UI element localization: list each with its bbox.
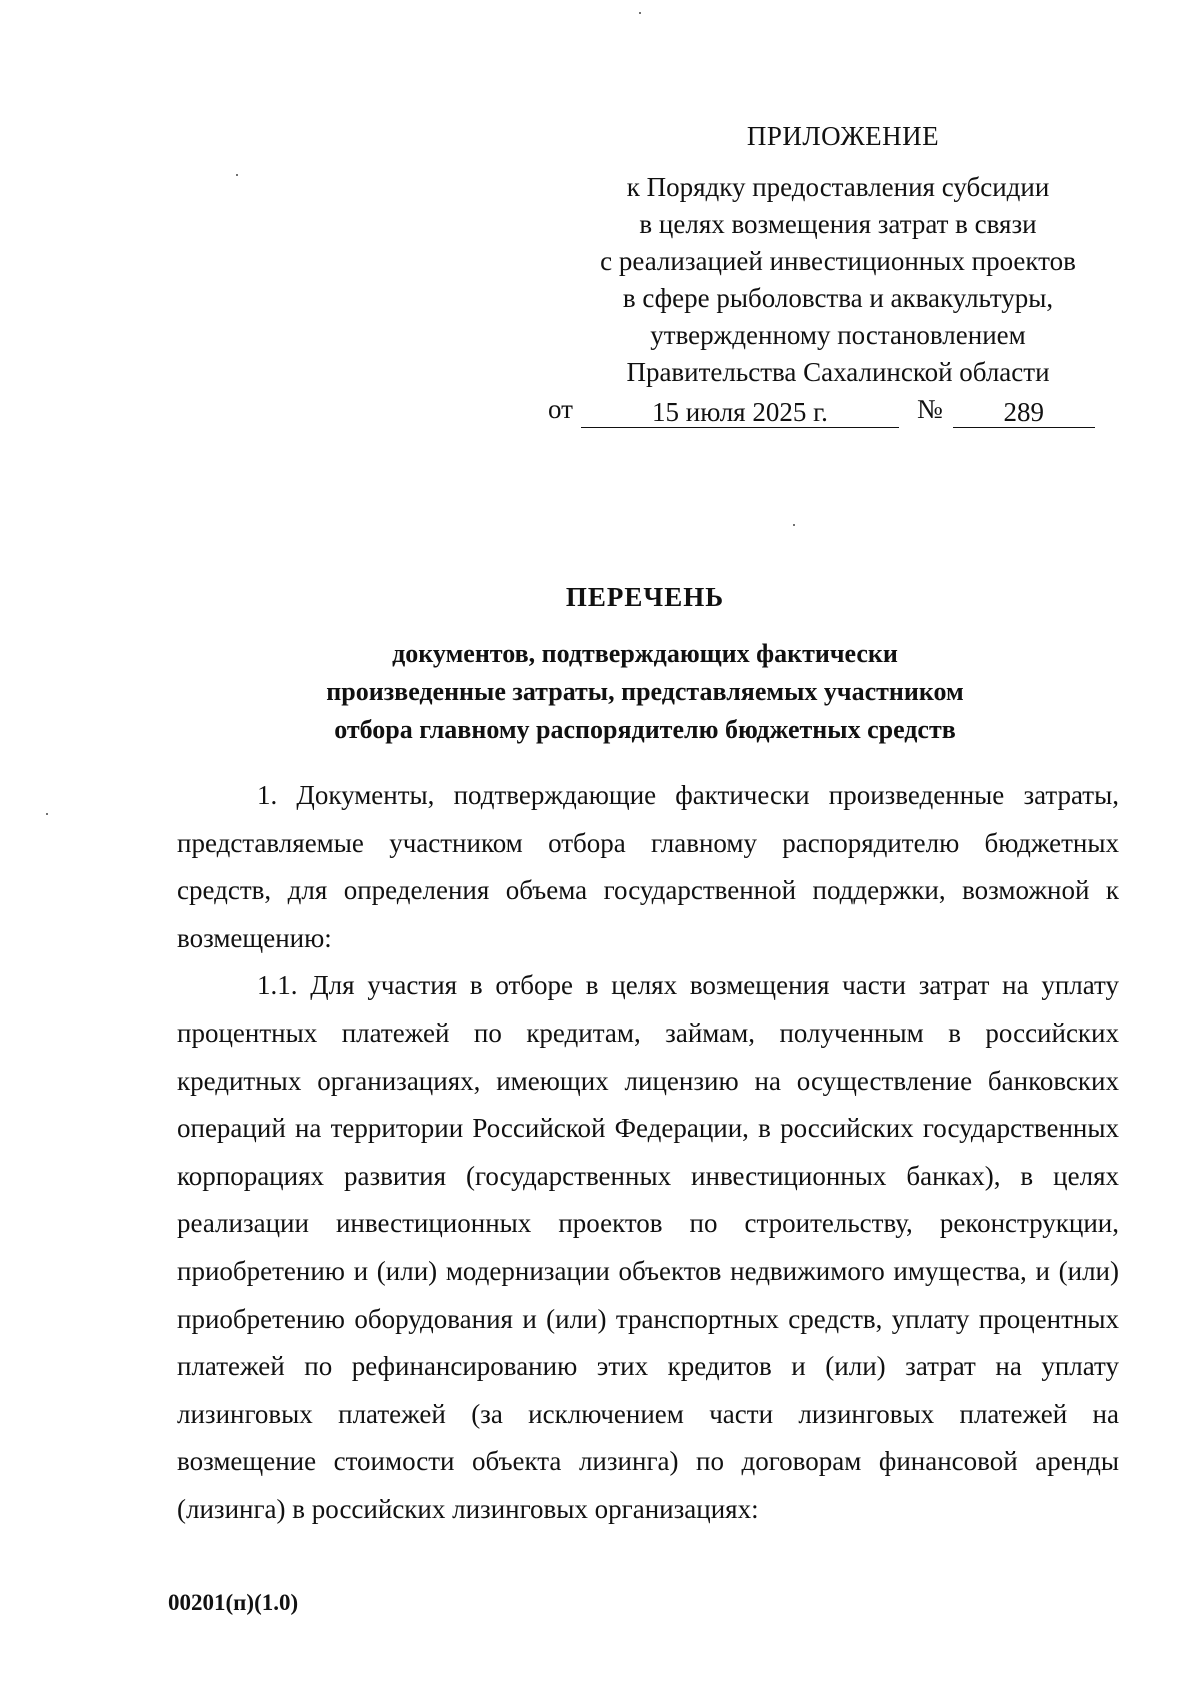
appendix-line: с реализацией инвестиционных проектов xyxy=(600,246,1076,276)
appendix-line: Правительства Сахалинской области xyxy=(626,357,1050,387)
scan-speck xyxy=(793,524,795,526)
appendix-title: ПРИЛОЖЕНИЕ xyxy=(746,121,940,151)
document-body xyxy=(177,772,1119,1534)
subtitle-line: произведенные затраты, представляемых участником xyxy=(326,677,964,706)
appendix-line: в целях возмещения затрат в связи xyxy=(639,209,1037,239)
subtitle-line: отбора главному распорядителю бюджетных средств xyxy=(334,715,956,744)
paragraph: 1.1. Для участия в отборе в целях возмещения части затрат на уплату процентных платежей по кредитам, займам, полученным в российских кредитных организациях, имеющих лицензию на осуществление банковских операций на территории Российской Федерации, в российских государственных корпорациях развития (государственных инвестиционных банках), в целях реализации инвестиционных проектов по строительству, реконструкции, приобретению и (или) модернизации объектов недвижимого имущества, и (или) приобретению оборудования и (или) транспортных средств, уплату процентных платежей по рефинансированию этих кредитов и (или) затрат на уплату лизинговых платежей (за исключением части лизинговых платежей на возмещение стоимости объекта лизинга) по договорам финансовой аренды (лизинга) в российских лизинговых организациях: xyxy=(177,970,1119,1524)
page-title: ПЕРЕЧЕНЬ xyxy=(565,582,725,612)
scan-speck xyxy=(236,174,238,176)
scan-speck xyxy=(639,12,641,14)
number-prefix: № xyxy=(916,394,943,424)
document-heading xyxy=(170,582,1120,749)
resolution-number: 289 xyxy=(953,397,1095,428)
resolution-date-number xyxy=(548,391,1108,428)
scan-speck xyxy=(46,813,48,815)
appendix-header xyxy=(548,118,1108,428)
appendix-description xyxy=(548,169,1108,391)
appendix-line: в сфере рыболовства и аквакультуры, xyxy=(622,283,1054,313)
paragraph: 1. Документы, подтверждающие фактически произведенные затраты, представляемые участником отбора главному распорядителю бюджетных средств, для определения объема государственной поддержки, возможной к возмещению: xyxy=(177,780,1119,953)
resolution-date: 15 июля 2025 г. xyxy=(581,397,899,428)
appendix-line: утвержденному постановлением xyxy=(650,320,1026,350)
document-code: 00201(п)(1.0) xyxy=(168,1590,299,1615)
date-prefix: от xyxy=(548,394,573,424)
appendix-line: к Порядку предоставления субсидии xyxy=(626,172,1050,202)
subtitle-line: документов, подтверждающих фактически xyxy=(392,639,898,668)
